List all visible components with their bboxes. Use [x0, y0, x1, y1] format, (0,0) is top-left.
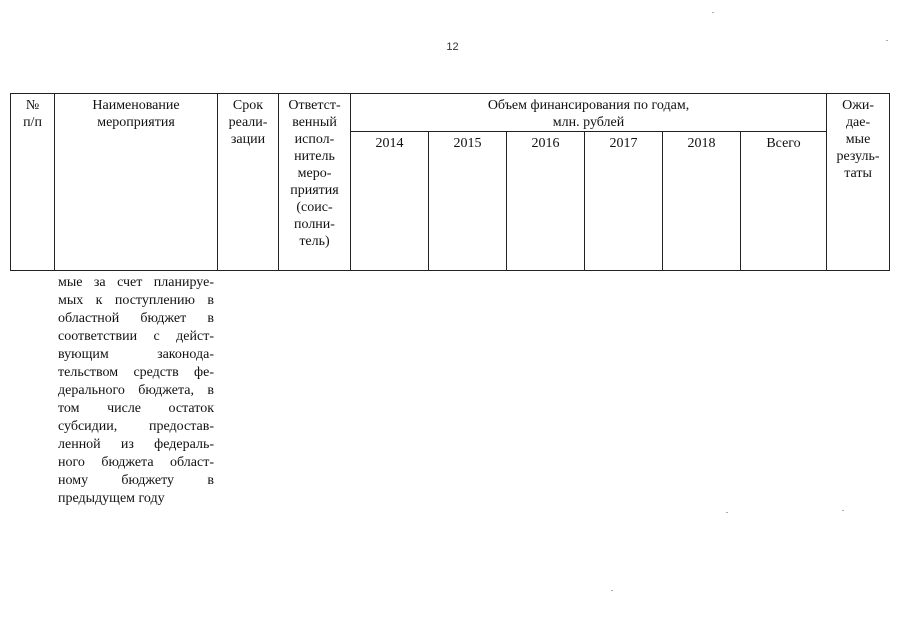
header-name [55, 94, 218, 271]
year-2014: 2014 [351, 132, 429, 271]
year-total: Всего [741, 132, 827, 271]
year-2015: 2015 [429, 132, 507, 271]
header-number-line: № [25, 98, 40, 113]
text-line: соответствии с дейст- [58, 329, 214, 344]
header-name-line: мероприятия [97, 115, 175, 130]
text-line: вующим законода- [58, 347, 214, 362]
header-executor-line: тель) [299, 234, 330, 249]
header-term-line: реали- [228, 115, 268, 130]
header-name-line: Наименование [92, 98, 180, 113]
header-executor-line: (соис- [296, 200, 333, 215]
page-number: 12 [446, 41, 459, 53]
funding-table [10, 93, 890, 271]
header-executor-line: меро- [297, 166, 332, 181]
header-executor-line: полни- [294, 217, 335, 232]
header-funding-line: млн. рублей [552, 115, 625, 130]
scan-speck [842, 510, 844, 511]
year-2018: 2018 [663, 132, 741, 271]
header-number-line: п/п [23, 115, 42, 130]
text-line: предыдущем году [58, 491, 165, 506]
header-results [827, 94, 890, 271]
header-executor-line: нитель [294, 149, 335, 164]
header-term [218, 94, 279, 271]
scan-speck [712, 12, 714, 13]
continued-description [58, 274, 214, 508]
text-line: тельством средств фе- [58, 365, 214, 380]
scan-speck [886, 40, 888, 41]
text-line: субсидии, предостав- [58, 419, 214, 434]
year-2016: 2016 [507, 132, 585, 271]
header-results-line: резуль- [836, 149, 880, 164]
text-line: дерального бюджета, в [58, 383, 214, 398]
header-results-line: таты [844, 166, 872, 181]
year-2017: 2017 [585, 132, 663, 271]
header-funding-line: Объем финансирования по годам, [487, 98, 690, 113]
text-line: мых к поступлению в [58, 293, 214, 308]
header-results-line: дае- [845, 115, 871, 130]
header-executor-line: приятия [290, 183, 339, 198]
header-term-line: Срок [232, 98, 264, 113]
header-results-line: мые [845, 132, 871, 147]
header-results-line: Ожи- [842, 98, 875, 113]
text-line: ленной из федераль- [58, 437, 214, 452]
text-line: областной бюджет в [58, 311, 214, 326]
header-executor-line: венный [292, 115, 337, 130]
header-executor-line: испол- [294, 132, 335, 147]
text-line: ному бюджету в [58, 473, 214, 488]
header-term-line: зации [230, 132, 266, 147]
header-funding [351, 94, 827, 132]
scan-speck [611, 590, 613, 591]
header-executor [279, 94, 351, 271]
text-line: мые за счет планируе- [58, 275, 214, 290]
text-line: ного бюджета област- [58, 455, 214, 470]
scan-speck [726, 512, 728, 513]
header-executor-line: Ответст- [288, 98, 341, 113]
text-line: том числе остаток [58, 401, 214, 416]
header-number [11, 94, 55, 271]
